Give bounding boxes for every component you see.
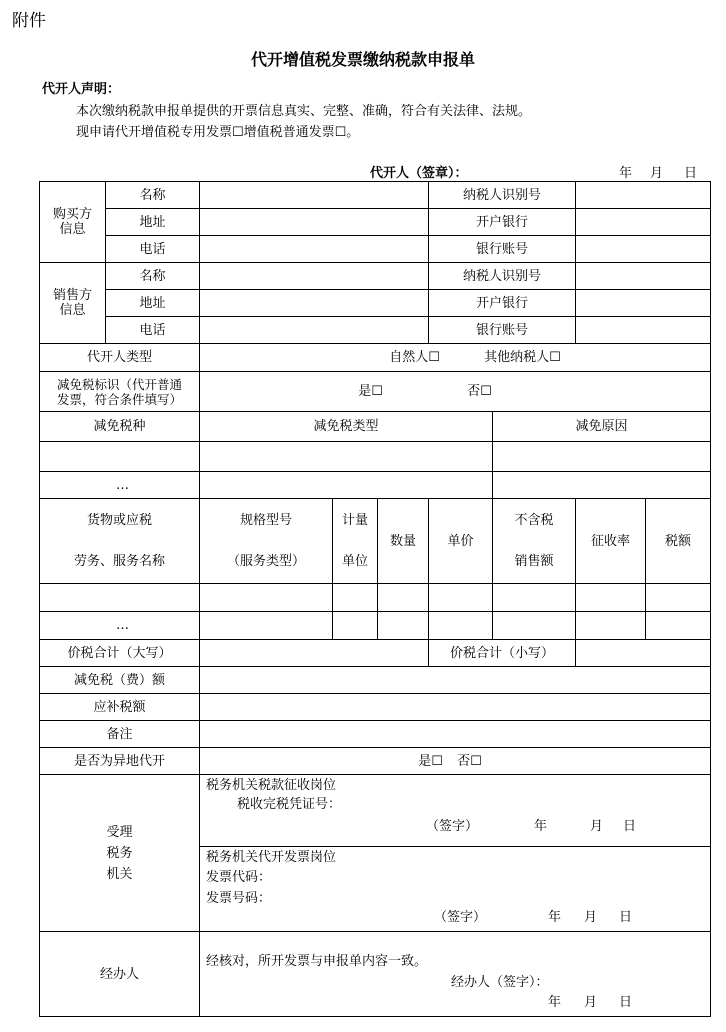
agent-signature-label: 代开人（签章）：: [370, 166, 468, 181]
seller-bank-value[interactable]: [576, 290, 711, 317]
goods-row-2-price[interactable]: [429, 612, 493, 640]
pre-tax-sales-header: 不含税 销售额: [493, 499, 576, 584]
remote-no-checkbox[interactable]: 否☐: [457, 753, 482, 769]
handler-month: 月: [584, 995, 598, 1010]
spec-model-header: 规格型号 （服务类型）: [200, 499, 333, 584]
exemption-flag-options: [200, 372, 711, 412]
remarks-value[interactable]: [200, 721, 711, 748]
collection-post-year: 年: [534, 819, 548, 834]
exemption-no-checkbox[interactable]: 否☐: [467, 384, 492, 399]
unit-header: 计量 单位 数量: [333, 499, 429, 584]
agent-type-options: [200, 344, 711, 372]
collection-post-month: 月: [590, 819, 604, 834]
goods-row-1-tax[interactable]: [646, 584, 711, 612]
goods-row-ellipsis: …: [40, 612, 200, 640]
agent-type-other-taxpayer-checkbox[interactable]: 其他纳税人☐: [484, 350, 561, 365]
buyer-tax-id-value[interactable]: [576, 182, 711, 209]
buyer-name-label: 名称: [106, 182, 200, 209]
collection-post-title: 税务机关税款征收岗位: [206, 778, 337, 793]
declaration-form-table: [39, 181, 711, 1017]
buyer-name-value[interactable]: [200, 182, 429, 209]
total-upper-value[interactable]: [200, 640, 429, 667]
goods-row-2-sales[interactable]: [493, 612, 576, 640]
seller-section-label: 销售方信息: [40, 263, 106, 344]
remarks-label: 备注: [40, 721, 200, 748]
seller-name-value[interactable]: [200, 263, 429, 290]
seller-phone-value[interactable]: [200, 317, 429, 344]
exemption-tax-type-header: 减免税种: [40, 412, 200, 442]
goods-row-1-unit-qty[interactable]: [333, 584, 429, 612]
tax-amount-header: 税额: [646, 499, 711, 584]
exemption-row-ellipsis: …: [40, 472, 200, 499]
goods-name-header: 货物或应税 劳务、服务名称: [40, 499, 200, 584]
tax-receipt-number-label: 税收完税凭证号：: [237, 797, 342, 812]
remote-issuance-label: 是否为异地代开: [40, 748, 200, 775]
exemption-flag-label: 减免税标识（代开普通 发票，符合条件填写）: [40, 372, 200, 412]
total-lower-value[interactable]: [576, 640, 711, 667]
unit-price-header: 单价: [429, 499, 493, 584]
exempt-amount-label: 减免税（费）额: [40, 667, 200, 694]
signature-year: 年: [619, 166, 633, 181]
buyer-phone-value[interactable]: [200, 236, 429, 263]
buyer-account-value[interactable]: [576, 236, 711, 263]
form-title: 代开增值税发票缴纳税款申报单: [250, 50, 475, 69]
goods-row-1-price[interactable]: [429, 584, 493, 612]
supplement-tax-label: 应补税额: [40, 694, 200, 721]
goods-row-2-rate[interactable]: [576, 612, 646, 640]
exemption-category-header: 减免税类型: [200, 412, 493, 442]
goods-row-1-spec[interactable]: [200, 584, 333, 612]
issuing-post-year: 年: [548, 910, 562, 925]
declaration-heading: 代开人声明：: [42, 82, 121, 97]
buyer-section-label: 购买方信息: [40, 182, 106, 263]
issuing-post-sign[interactable]: （签字）: [434, 910, 487, 925]
seller-tax-id-label: 纳税人识别号: [429, 263, 576, 290]
agent-type-label: 代开人类型: [40, 344, 200, 372]
exemption-row-1-category[interactable]: [200, 442, 493, 472]
buyer-address-label: 地址: [106, 209, 200, 236]
buyer-account-label: 银行账号: [429, 236, 576, 263]
exemption-row-1-tax[interactable]: [40, 442, 200, 472]
issuing-post-day: 日: [619, 910, 633, 925]
handler-label: 经办人: [40, 932, 200, 1017]
declaration-line-1: 本次缴纳税款申报单提供的开票信息真实、完整、准确，符合有关法律、法规。: [76, 104, 532, 119]
goods-row-2-tax[interactable]: [646, 612, 711, 640]
seller-phone-label: 电话: [106, 317, 200, 344]
buyer-bank-label: 开户银行: [429, 209, 576, 236]
goods-row-1-name[interactable]: [40, 584, 200, 612]
seller-account-value[interactable]: [576, 317, 711, 344]
collection-post-day: 日: [623, 819, 637, 834]
handler-day: 日: [619, 995, 633, 1010]
goods-row-2-unit-qty[interactable]: [333, 612, 429, 640]
remote-yes-checkbox[interactable]: 是☐: [418, 753, 443, 769]
exemption-row-2-category[interactable]: [200, 472, 493, 499]
invoice-code-label: 发票代码：: [206, 870, 272, 885]
tax-collection-post: [200, 775, 711, 847]
total-upper-label: 价税合计（大写）: [40, 640, 200, 667]
goods-row-1-sales[interactable]: [493, 584, 576, 612]
declaration-line-2: 现申请代开增值税专用发票☐增值税普通发票☐。: [76, 125, 360, 140]
total-lower-label: 价税合计（小写）: [429, 640, 576, 667]
seller-bank-label: 开户银行: [429, 290, 576, 317]
agent-type-natural-person-checkbox[interactable]: 自然人☐: [389, 350, 440, 365]
handler-sign-label[interactable]: 经办人（签字）：: [451, 975, 549, 990]
exemption-row-2-reason[interactable]: [493, 472, 711, 499]
buyer-tax-id-label: 纳税人识别号: [429, 182, 576, 209]
remote-issuance-options: [200, 748, 711, 775]
supplement-tax-value[interactable]: [200, 694, 711, 721]
invoice-number-label: 发票号码：: [206, 891, 272, 906]
goods-row-2-spec[interactable]: [200, 612, 333, 640]
exempt-amount-value[interactable]: [200, 667, 711, 694]
handler-statement: 经核对，所开发票与申报单内容一致。: [206, 954, 428, 969]
tax-office-label: 受理 税务 机关: [40, 775, 200, 932]
issuing-post-title: 税务机关代开发票岗位: [206, 850, 337, 865]
invoice-issuing-post: [200, 847, 711, 932]
seller-address-value[interactable]: [200, 290, 429, 317]
exemption-reason-header: 减免原因: [493, 412, 711, 442]
attachment-label: 附件: [12, 11, 46, 31]
handler-confirmation: [200, 932, 711, 1017]
seller-name-label: 名称: [106, 263, 200, 290]
buyer-address-value[interactable]: [200, 209, 429, 236]
exemption-row-1-reason[interactable]: [493, 442, 711, 472]
issuing-post-month: 月: [584, 910, 598, 925]
exemption-yes-checkbox[interactable]: 是☐: [358, 384, 383, 399]
signature-day: 日: [684, 166, 698, 181]
seller-tax-id-value[interactable]: [576, 263, 711, 290]
seller-address-label: 地址: [106, 290, 200, 317]
levy-rate-header: 征收率: [576, 499, 646, 584]
buyer-phone-label: 电话: [106, 236, 200, 263]
collection-post-sign[interactable]: （签字）: [426, 819, 479, 834]
buyer-bank-value[interactable]: [576, 209, 711, 236]
quantity-header: 数量: [389, 533, 416, 549]
signature-month: 月: [650, 166, 664, 181]
handler-year: 年: [548, 995, 562, 1010]
goods-row-1-rate[interactable]: [576, 584, 646, 612]
seller-account-label: 银行账号: [429, 317, 576, 344]
